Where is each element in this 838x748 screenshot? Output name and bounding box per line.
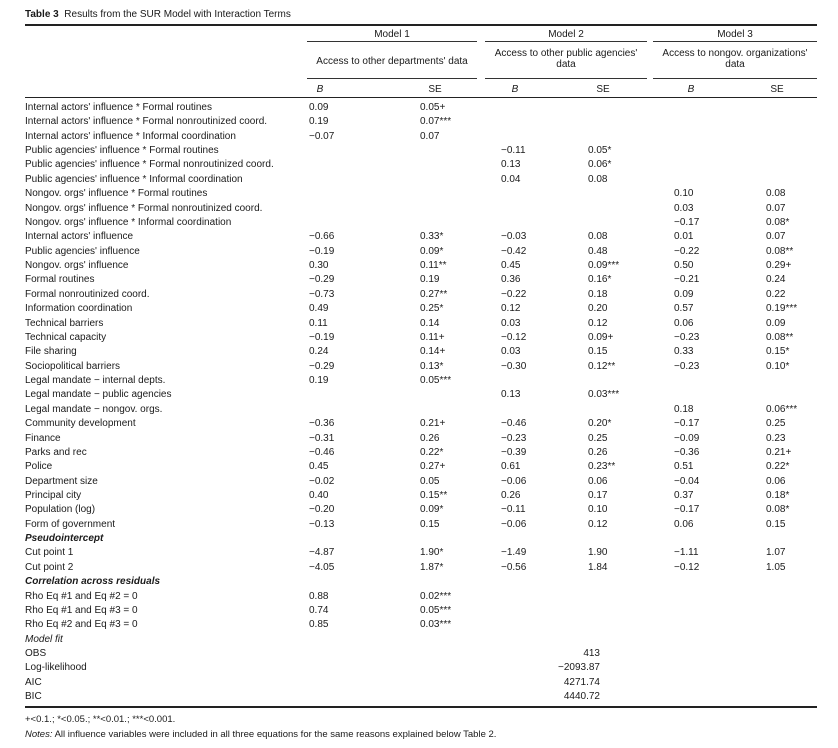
cell-m2-se: 1.90 xyxy=(588,547,608,559)
cell-m3-b: 0.01 xyxy=(674,231,694,243)
cell-m3-se: 1.05 xyxy=(766,561,786,573)
cell-m2-se: 0.48 xyxy=(588,245,608,257)
model-1-b-header: B xyxy=(316,84,324,95)
model-3-dv: Access to nongov. organizations' data xyxy=(662,48,808,70)
cell-m2-b: 0.12 xyxy=(501,303,521,315)
model-2-dv: Access to other public agencies' data xyxy=(494,48,638,70)
cell-m2-b: −0.42 xyxy=(501,245,527,257)
table-title: Results from the SUR Model with Interaction Terms xyxy=(64,9,291,20)
row-label: Information coordination xyxy=(25,303,133,315)
model-1-dv-rule xyxy=(307,78,477,79)
cell-m2-b: 0.45 xyxy=(501,260,521,272)
cell-m3-b: 0.50 xyxy=(674,260,694,272)
row-label: Rho Eq #1 and Eq #3 = 0 xyxy=(25,604,138,616)
notes-text: All influence variables were included in all three equations for the same reasons explained below Table 2. xyxy=(52,729,497,740)
cell-m1-b: −0.29 xyxy=(309,274,335,286)
cell-m2-b: −0.03 xyxy=(501,231,527,243)
row-label: Department size xyxy=(25,475,98,487)
cell-m3-b: 0.09 xyxy=(674,288,694,300)
cell-m3-se: 0.09 xyxy=(766,317,786,329)
cell-m1-b: −0.02 xyxy=(309,475,335,487)
cell-m1-b: 0.09 xyxy=(309,102,329,113)
cell-m2-se: 0.03*** xyxy=(588,389,620,401)
cell-m3-se: 0.21+ xyxy=(766,446,792,458)
model-3-se-header: SE xyxy=(770,84,784,95)
model-fit-value: 4440.72 xyxy=(563,691,600,703)
cell-m2-se: 0.06* xyxy=(588,159,612,171)
cell-m1-se: 0.05 xyxy=(420,475,440,487)
cell-m1-b: −0.07 xyxy=(309,130,335,142)
header-rule xyxy=(25,97,817,98)
model-1-dv: Access to other departments' data xyxy=(316,56,468,67)
cell-m1-se: 0.07*** xyxy=(420,116,452,128)
cell-m3-se: 0.15 xyxy=(766,518,786,530)
model-2-span-rule xyxy=(485,41,647,42)
cell-m1-b: −4.87 xyxy=(309,547,335,559)
model-3-dv-rule xyxy=(653,78,817,79)
significance-footnote: +<0.1.; *<0.05.; **<0.01.; ***<0.001. xyxy=(25,714,176,725)
cell-m3-b: 0.06 xyxy=(674,317,694,329)
cell-m2-se: 1.84 xyxy=(588,561,608,573)
cell-m3-b: 0.03 xyxy=(674,202,694,214)
cell-m1-b: −0.46 xyxy=(309,446,335,458)
cell-m1-se: 0.09* xyxy=(420,504,444,516)
row-label: Pseudointercept xyxy=(25,533,104,545)
cell-m3-se: 0.22 xyxy=(766,288,786,300)
cell-m3-se: 0.15* xyxy=(766,346,790,358)
cell-m2-b: −0.11 xyxy=(501,504,526,516)
cell-m2-se: 0.12 xyxy=(588,518,608,530)
row-label: Correlation across residuals xyxy=(25,576,161,588)
cell-m3-se: 0.23 xyxy=(766,432,786,444)
cell-m3-se: 0.25 xyxy=(766,418,786,430)
cell-m3-se: 0.07 xyxy=(766,231,786,243)
cell-m2-b: −0.11 xyxy=(501,145,526,157)
cell-m2-b: 0.03 xyxy=(501,317,521,329)
cell-m2-b: −0.30 xyxy=(501,360,527,372)
notes-footnote xyxy=(25,729,496,740)
row-label: Finance xyxy=(25,432,61,444)
row-label: Legal mandate − internal depts. xyxy=(25,375,166,387)
cell-m2-se: 0.12 xyxy=(588,317,608,329)
row-label: Technical barriers xyxy=(25,317,104,329)
cell-m3-b: 0.33 xyxy=(674,346,694,358)
cell-m2-b: −0.46 xyxy=(501,418,527,430)
cell-m1-se: 0.07 xyxy=(420,130,440,142)
row-label: Form of government xyxy=(25,518,116,530)
cell-m1-b: −0.36 xyxy=(309,418,335,430)
cell-m2-se: 0.20* xyxy=(588,418,612,430)
row-label: Nongov. orgs' influence xyxy=(25,260,129,272)
cell-m1-se: 0.22* xyxy=(420,446,444,458)
top-rule xyxy=(25,24,817,26)
cell-m1-se: 0.26 xyxy=(420,432,440,444)
cell-m3-se: 0.29+ xyxy=(766,260,792,272)
model-3-header: Model 3 xyxy=(717,29,753,40)
row-label: Police xyxy=(25,461,53,473)
row-label: Population (log) xyxy=(25,504,96,516)
row-label: Cut point 1 xyxy=(25,547,74,559)
cell-m1-b: −0.20 xyxy=(309,504,335,516)
cell-m1-se: 0.27** xyxy=(420,288,448,300)
cell-m1-se: 0.11** xyxy=(420,260,447,272)
cell-m1-se: 1.87* xyxy=(420,561,444,573)
cell-m2-se: 0.18 xyxy=(588,288,608,300)
cell-m1-b: 0.85 xyxy=(309,619,329,631)
cell-m1-se: 0.09* xyxy=(420,245,444,257)
cell-m3-se: 0.08** xyxy=(766,331,794,343)
cell-m3-b: 0.57 xyxy=(674,303,694,315)
row-label: Model fit xyxy=(25,633,63,645)
row-label: Rho Eq #2 and Eq #3 = 0 xyxy=(25,619,138,631)
model-1-span-rule xyxy=(307,41,477,42)
model-2-header: Model 2 xyxy=(548,29,584,40)
cell-m3-se: 0.08* xyxy=(766,216,790,228)
cell-m2-se: 0.09+ xyxy=(588,331,614,343)
cell-m3-b: −0.23 xyxy=(674,360,700,372)
cell-m3-b: 0.18 xyxy=(674,403,694,415)
table-number: Table 3 xyxy=(25,9,59,20)
model-fit-value: 4271.74 xyxy=(563,676,600,688)
row-label: BIC xyxy=(25,691,42,703)
cell-m3-se: 0.07 xyxy=(766,202,786,214)
model-1-se-header: SE xyxy=(428,84,442,95)
model-fit-value: 413 xyxy=(583,648,600,660)
cell-m1-se: 0.05*** xyxy=(420,604,452,616)
cell-m2-se: 0.06 xyxy=(588,475,608,487)
cell-m1-se: 0.15 xyxy=(420,518,440,530)
cell-m3-b: 0.51 xyxy=(674,461,694,473)
table-caption xyxy=(25,9,291,20)
cell-m1-se: 0.02*** xyxy=(420,590,452,602)
row-label: Legal mandate − public agencies xyxy=(25,389,172,401)
cell-m3-b: −0.22 xyxy=(674,245,700,257)
cell-m3-se: 1.07 xyxy=(766,547,786,559)
cell-m2-b: −0.23 xyxy=(501,432,527,444)
model-2-dv-rule xyxy=(485,78,647,79)
bottom-rule xyxy=(25,706,817,708)
row-label: Parks and rec xyxy=(25,446,87,458)
cell-m3-b: 0.37 xyxy=(674,489,694,501)
cell-m2-b: −0.12 xyxy=(501,331,527,343)
cell-m1-b: 0.49 xyxy=(309,303,329,315)
row-label: Internal actors' influence * Formal nonroutinized coord. xyxy=(25,116,268,128)
cell-m3-b: 0.10 xyxy=(674,188,694,200)
model-2-b-header: B xyxy=(511,84,519,95)
cell-m2-b: −0.06 xyxy=(501,475,527,487)
row-label: AIC xyxy=(25,676,42,688)
row-label: Rho Eq #1 and Eq #2 = 0 xyxy=(25,590,138,602)
cell-m1-b: −0.19 xyxy=(309,245,335,257)
cell-m2-se: 0.05* xyxy=(588,145,612,157)
cell-m3-se: 0.08** xyxy=(766,245,794,257)
cell-m3-se: 0.10* xyxy=(766,360,790,372)
cell-m2-se: 0.26 xyxy=(588,446,608,458)
cell-m2-b: 0.03 xyxy=(501,346,521,358)
model-3-b-header: B xyxy=(687,84,695,95)
cell-m3-b: −0.23 xyxy=(674,331,700,343)
cell-m2-b: 0.13 xyxy=(501,389,521,401)
cell-m1-b: 0.74 xyxy=(309,604,329,616)
cell-m1-se: 0.14+ xyxy=(420,346,446,358)
row-label: Public agencies' influence * Formal nonroutinized coord. xyxy=(25,159,274,171)
row-label: Principal city xyxy=(25,489,82,501)
cell-m2-b: 0.36 xyxy=(501,274,521,286)
cell-m2-se: 0.17 xyxy=(588,489,608,501)
cell-m1-b: 0.11 xyxy=(309,317,328,329)
cell-m1-se: 0.27+ xyxy=(420,461,446,473)
cell-m3-b: 0.06 xyxy=(674,518,694,530)
row-label: Public agencies' influence * Formal routines xyxy=(25,145,219,157)
cell-m2-b: 0.04 xyxy=(501,173,521,185)
cell-m1-b: −0.13 xyxy=(309,518,335,530)
cell-m2-se: 0.08 xyxy=(588,173,608,185)
notes-label: Notes: xyxy=(25,729,53,740)
model-2-se-header: SE xyxy=(596,84,610,95)
cell-m2-b: 0.61 xyxy=(501,461,521,473)
model-3-span-rule xyxy=(653,41,817,42)
cell-m2-b: 0.26 xyxy=(501,489,521,501)
cell-m2-se: 0.10 xyxy=(588,504,608,516)
row-label: Public agencies' influence * Informal coordination xyxy=(25,173,243,185)
cell-m3-b: −0.21 xyxy=(674,274,700,286)
cell-m1-b: 0.45 xyxy=(309,461,329,473)
cell-m2-se: 0.12** xyxy=(588,360,616,372)
cell-m1-b: 0.24 xyxy=(309,346,329,358)
cell-m2-b: −0.22 xyxy=(501,288,527,300)
cell-m2-se: 0.16* xyxy=(588,274,612,286)
cell-m1-se: 0.15** xyxy=(420,489,448,501)
row-label: Nongov. orgs' influence * Informal coordination xyxy=(25,216,232,228)
cell-m3-se: 0.22* xyxy=(766,461,790,473)
cell-m3-b: −0.09 xyxy=(674,432,700,444)
cell-m2-b: −0.39 xyxy=(501,446,527,458)
cell-m2-se: 0.23** xyxy=(588,461,616,473)
cell-m1-se: 0.11+ xyxy=(420,331,445,343)
cell-m3-b: −0.17 xyxy=(674,418,700,430)
cell-m2-se: 0.20 xyxy=(588,303,608,315)
row-label: Formal nonroutinized coord. xyxy=(25,288,150,300)
row-label: Nongov. orgs' influence * Formal routines xyxy=(25,188,208,200)
cell-m3-se: 0.24 xyxy=(766,274,786,286)
cell-m3-se: 0.06 xyxy=(766,475,786,487)
cell-m3-b: −0.17 xyxy=(674,216,700,228)
cell-m1-se: 0.33* xyxy=(420,231,444,243)
row-label: OBS xyxy=(25,648,47,660)
cell-m1-b: 0.19 xyxy=(309,116,329,128)
cell-m1-b: 0.30 xyxy=(309,260,329,272)
cell-m2-se: 0.25 xyxy=(588,432,608,444)
cell-m1-b: −4.05 xyxy=(309,561,335,573)
row-label: Log-likelihood xyxy=(25,662,87,674)
model-1-header: Model 1 xyxy=(374,29,410,40)
row-label: Internal actors' influence * Formal routines xyxy=(25,102,212,113)
cell-m1-b: −0.19 xyxy=(309,331,335,343)
cell-m2-b: −1.49 xyxy=(501,547,527,559)
row-label: Public agencies' influence xyxy=(25,245,140,257)
cell-m2-se: 0.15 xyxy=(588,346,608,358)
row-label: Cut point 2 xyxy=(25,561,74,573)
cell-m3-se: 0.18* xyxy=(766,489,790,501)
cell-m2-se: 0.09*** xyxy=(588,260,620,272)
cell-m3-se: 0.06*** xyxy=(766,403,798,415)
cell-m1-b: −0.31 xyxy=(309,432,335,444)
cell-m1-b: −0.66 xyxy=(309,231,335,243)
row-label: Community development xyxy=(25,418,136,430)
cell-m2-b: −0.06 xyxy=(501,518,527,530)
cell-m1-se: 0.05*** xyxy=(420,375,452,387)
cell-m1-se: 0.03*** xyxy=(420,619,452,631)
cell-m1-se: 0.25* xyxy=(420,303,444,315)
cell-m1-se: 0.05+ xyxy=(420,102,446,113)
cell-m3-se: 0.19*** xyxy=(766,303,798,315)
row-label: Internal actors' influence * Informal coordination xyxy=(25,130,236,142)
cell-m2-b: 0.13 xyxy=(501,159,521,171)
cell-m3-se: 0.08 xyxy=(766,188,786,200)
cell-m1-se: 0.13* xyxy=(420,360,444,372)
cell-m3-b: −0.04 xyxy=(674,475,700,487)
cell-m3-b: −0.17 xyxy=(674,504,700,516)
cell-m2-se: 0.08 xyxy=(588,231,608,243)
cell-m1-se: 0.19 xyxy=(420,274,440,286)
cell-m1-b: −0.29 xyxy=(309,360,335,372)
cell-m3-b: −1.11 xyxy=(674,547,699,559)
cell-m1-b: 0.88 xyxy=(309,590,329,602)
row-label: Internal actors' influence xyxy=(25,231,134,243)
cell-m1-b: 0.40 xyxy=(309,489,329,501)
cell-m3-se: 0.08* xyxy=(766,504,790,516)
cell-m2-b: −0.56 xyxy=(501,561,527,573)
row-label: Sociopolitical barriers xyxy=(25,360,121,372)
cell-m1-b: 0.19 xyxy=(309,375,329,387)
model-fit-value: −2093.87 xyxy=(558,662,600,674)
row-label: Formal routines xyxy=(25,274,95,286)
cell-m1-b: −0.73 xyxy=(309,288,335,300)
cell-m1-se: 1.90* xyxy=(420,547,444,559)
cell-m1-se: 0.21+ xyxy=(420,418,446,430)
cell-m1-se: 0.14 xyxy=(420,317,440,329)
row-label: Nongov. orgs' influence * Formal nonroutinized coord. xyxy=(25,202,263,214)
cell-m3-b: −0.12 xyxy=(674,561,700,573)
row-label: File sharing xyxy=(25,346,77,358)
row-label: Legal mandate − nongov. orgs. xyxy=(25,403,163,415)
row-label: Technical capacity xyxy=(25,331,107,343)
cell-m3-b: −0.36 xyxy=(674,446,700,458)
